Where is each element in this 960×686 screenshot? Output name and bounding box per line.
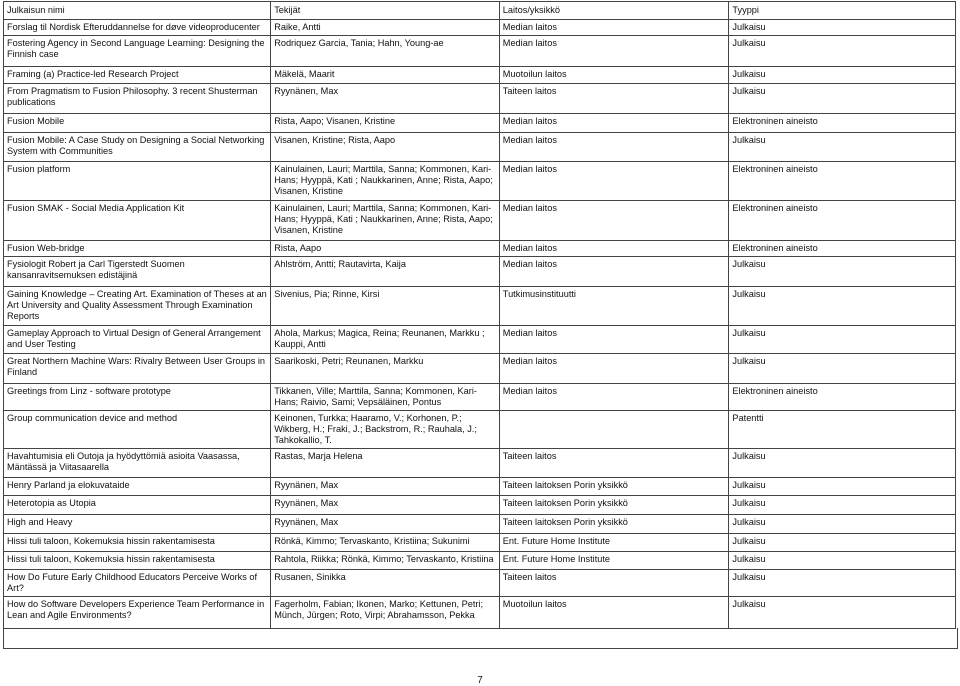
cell-unit: Taiteen laitos <box>499 84 729 114</box>
cell-unit: Median laitos <box>499 201 729 241</box>
cell-type: Julkaisu <box>729 496 956 515</box>
cell-type: Elektroninen aineisto <box>729 384 956 411</box>
table-row <box>4 449 956 478</box>
cell-title: Fostering Agency in Second Language Learning: Designing the Finnish case <box>4 36 271 67</box>
cell-authors: Tikkanen, Ville; Marttila, Sanna; Kommonen, Kari-Hans; Raivio, Sami; Vepsäläinen, Pontus <box>271 384 500 411</box>
cell-authors: Rista, Aapo <box>271 241 500 257</box>
cell-title: Fusion SMAK - Social Media Application Kit <box>4 201 271 241</box>
table-row <box>4 411 956 449</box>
cell-authors: Ahola, Markus; Magica, Reina; Reunanen, Markku ; Kauppi, Antti <box>271 326 500 354</box>
header-authors: Tekijät <box>271 2 500 20</box>
cell-authors: Kainulainen, Lauri; Marttila, Sanna; Kommonen, Kari-Hans; Hyyppä, Kati ; Naukkarinen, Anne; Rista, Aapo; Visanen, Kristine <box>271 201 500 241</box>
cell-unit: Taiteen laitoksen Porin yksikkö <box>499 478 729 496</box>
cell-authors: Ryynänen, Max <box>271 478 500 496</box>
cell-title: Gameplay Approach to Virtual Design of General Arrangement and User Testing <box>4 326 271 354</box>
cell-title: From Pragmatism to Fusion Philosophy. 3 recent Shusterman publications <box>4 84 271 114</box>
cell-authors: Rusanen, Sinikka <box>271 570 500 597</box>
cell-authors: Rista, Aapo; Visanen, Kristine <box>271 114 500 133</box>
cell-authors: Fagerholm, Fabian; Ikonen, Marko; Kettunen, Petri; Münch, Jürgen; Roto, Virpi; Abrahamsson, Pekka <box>271 597 500 629</box>
table-row <box>4 570 956 597</box>
cell-title: Forslag til Nordisk Efteruddannelse for døve videoproducenter <box>4 20 271 36</box>
cell-unit: Muotoilun laitos <box>499 597 729 629</box>
cell-unit: Taiteen laitoksen Porin yksikkö <box>499 515 729 534</box>
cell-type: Elektroninen aineisto <box>729 241 956 257</box>
cell-authors: Sivenius, Pia; Rinne, Kirsi <box>271 287 500 326</box>
table-row <box>4 133 956 162</box>
page-number: 7 <box>477 675 483 686</box>
cell-type: Julkaisu <box>729 570 956 597</box>
table-row <box>4 515 956 534</box>
cell-title: Great Northern Machine Wars: Rivalry Between User Groups in Finland <box>4 354 271 384</box>
cell-title: High and Heavy <box>4 515 271 534</box>
cell-authors: Ryynänen, Max <box>271 515 500 534</box>
table-row <box>4 287 956 326</box>
cell-authors: Visanen, Kristine; Rista, Aapo <box>271 133 500 162</box>
cell-type: Julkaisu <box>729 534 956 552</box>
cell-unit: Ent. Future Home Institute <box>499 534 729 552</box>
cell-authors: Rönkä, Kimmo; Tervaskanto, Kristiina; Sukunimi <box>271 534 500 552</box>
cell-title: Hissi tuli taloon, Kokemuksia hissin rakentamisesta <box>4 534 271 552</box>
cell-type: Julkaisu <box>729 20 956 36</box>
cell-unit: Median laitos <box>499 133 729 162</box>
cell-title: How Do Future Early Childhood Educators Perceive Works of Art? <box>4 570 271 597</box>
table-row <box>4 67 956 84</box>
table-row <box>4 241 956 257</box>
table-row <box>4 552 956 570</box>
table-row <box>4 326 956 354</box>
header-type: Tyyppi <box>729 2 956 20</box>
table-row <box>4 114 956 133</box>
cell-unit: Taiteen laitoksen Porin yksikkö <box>499 496 729 515</box>
cell-authors: Mäkelä, Maarit <box>271 67 500 84</box>
cell-type: Julkaisu <box>729 287 956 326</box>
cell-authors: Keinonen, Turkka; Haaramo, V.; Korhonen, P.; Wikberg, H.; Fraki, J.; Backstrom, R.; Rauhala, J.; Tahkokallio, T. <box>271 411 500 449</box>
cell-unit: Median laitos <box>499 384 729 411</box>
cell-title: Fusion Web-bridge <box>4 241 271 257</box>
table-row <box>4 257 956 287</box>
cell-type: Elektroninen aineisto <box>729 201 956 241</box>
cell-type: Elektroninen aineisto <box>729 162 956 201</box>
table-row <box>4 597 956 629</box>
cell-authors: Ahlström, Antti; Rautavirta, Kaija <box>271 257 500 287</box>
cell-authors: Rodriquez Garcia, Tania; Hahn, Young-ae <box>271 36 500 67</box>
cell-authors: Ryynänen, Max <box>271 496 500 515</box>
cell-title: Fusion platform <box>4 162 271 201</box>
cell-authors: Ryynänen, Max <box>271 84 500 114</box>
cell-unit: Median laitos <box>499 36 729 67</box>
table-row <box>4 354 956 384</box>
cell-title: Fusion Mobile <box>4 114 271 133</box>
table-row <box>4 478 956 496</box>
cell-authors: Raike, Antti <box>271 20 500 36</box>
table-row <box>4 201 956 241</box>
cell-title: Group communication device and method <box>4 411 271 449</box>
cell-title: Hissi tuli taloon, Kokemuksia hissin rakentamisesta <box>4 552 271 570</box>
cell-authors: Saarikoski, Petri; Reunanen, Markku <box>271 354 500 384</box>
cell-unit <box>499 411 729 449</box>
cell-title: Gaining Knowledge – Creating Art. Examination of Theses at an Art University and Quality Assessment Through Examination Reports <box>4 287 271 326</box>
header-unit: Laitos/yksikkö <box>499 2 729 20</box>
cell-type: Julkaisu <box>729 257 956 287</box>
cell-type: Elektroninen aineisto <box>729 114 956 133</box>
cell-unit: Median laitos <box>499 354 729 384</box>
cell-type: Julkaisu <box>729 326 956 354</box>
header-title: Julkaisun nimi <box>4 2 271 20</box>
cell-type: Julkaisu <box>729 449 956 478</box>
cell-authors: Rahtola, Riikka; Rönkä, Kimmo; Tervaskanto, Kristiina <box>271 552 500 570</box>
table-row <box>4 84 956 114</box>
table-row <box>4 496 956 515</box>
cell-type: Patentti <box>729 411 956 449</box>
cell-unit: Tutkimusinstituutti <box>499 287 729 326</box>
cell-title: Havahtumisia eli Outoja ja hyödyttömiä asioita Vaasassa, Mäntässä ja Viitasaarella <box>4 449 271 478</box>
table-bottom-border <box>3 628 958 649</box>
cell-unit: Ent. Future Home Institute <box>499 552 729 570</box>
cell-type: Julkaisu <box>729 478 956 496</box>
cell-title: Framing (a) Practice-led Research Project <box>4 67 271 84</box>
cell-unit: Median laitos <box>499 162 729 201</box>
cell-unit: Taiteen laitos <box>499 449 729 478</box>
cell-type: Julkaisu <box>729 36 956 67</box>
publications-table <box>3 1 956 629</box>
table-row <box>4 162 956 201</box>
cell-authors: Rastas, Marja Helena <box>271 449 500 478</box>
cell-unit: Median laitos <box>499 241 729 257</box>
cell-unit: Median laitos <box>499 114 729 133</box>
cell-type: Julkaisu <box>729 597 956 629</box>
cell-type: Julkaisu <box>729 515 956 534</box>
cell-unit: Median laitos <box>499 20 729 36</box>
cell-type: Julkaisu <box>729 67 956 84</box>
cell-type: Julkaisu <box>729 133 956 162</box>
header-row <box>4 2 956 20</box>
cell-title: Fysiologit Robert ja Carl Tigerstedt Suomen kansanravitsemuksen edistäjinä <box>4 257 271 287</box>
table-row <box>4 534 956 552</box>
cell-type: Julkaisu <box>729 354 956 384</box>
table-row <box>4 36 956 67</box>
table-row <box>4 20 956 36</box>
cell-title: How do Software Developers Experience Team Performance in Lean and Agile Environments? <box>4 597 271 629</box>
table-row <box>4 384 956 411</box>
cell-title: Greetings from Linz - software prototype <box>4 384 271 411</box>
cell-type: Julkaisu <box>729 84 956 114</box>
cell-unit: Median laitos <box>499 326 729 354</box>
cell-title: Fusion Mobile: A Case Study on Designing a Social Networking System with Communities <box>4 133 271 162</box>
cell-title: Heterotopia as Utopia <box>4 496 271 515</box>
cell-unit: Taiteen laitos <box>499 570 729 597</box>
cell-title: Henry Parland ja elokuvataide <box>4 478 271 496</box>
cell-authors: Kainulainen, Lauri; Marttila, Sanna; Kommonen, Kari-Hans; Hyyppä, Kati ; Naukkarinen, Anne; Rista, Aapo; Visanen, Kristine <box>271 162 500 201</box>
cell-unit: Muotoilun laitos <box>499 67 729 84</box>
cell-unit: Median laitos <box>499 257 729 287</box>
table-body <box>4 20 956 629</box>
cell-type: Julkaisu <box>729 552 956 570</box>
